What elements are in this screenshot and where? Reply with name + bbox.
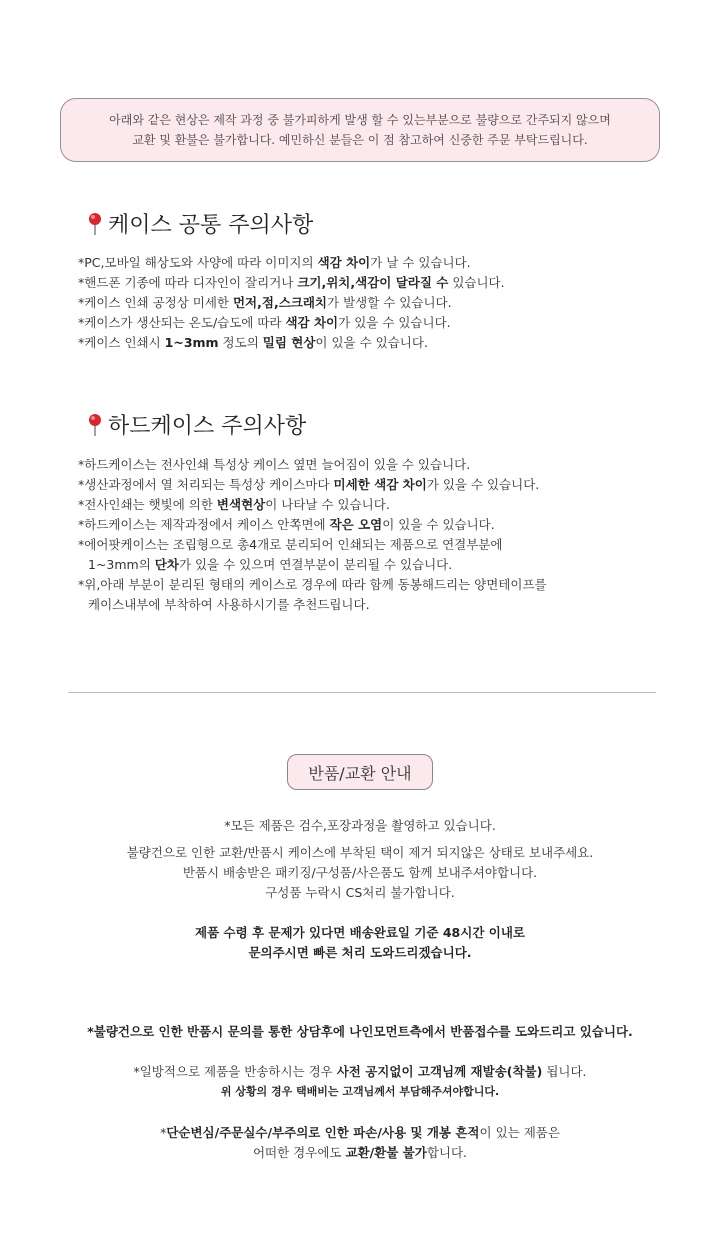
guide-line: *불량건으로 인한 반품시 문의를 통한 상담후에 나인모먼트측에서 반품접수를 도와드리고 있습니다.	[87, 1024, 633, 1039]
return-guide-block-1	[0, 816, 720, 836]
notice-line-1: 아래와 같은 현상은 제작 과정 중 불가피하게 발생 할 수 있는부분으로 불량으로 간주되지 않으며	[109, 113, 611, 127]
guide-line: 반품시 배송받은 패키징/구성품/사은품도 함께 보내주셔야합니다.	[182, 865, 538, 880]
common-caution-list	[78, 253, 505, 353]
list-item: *하드케이스는 제작과정에서 케이스 안쪽면에 작은 오염이 있을 수 있습니다.	[78, 517, 495, 532]
pushpin-icon	[86, 212, 104, 236]
list-item: *하드케이스는 전사인쇄 특성상 케이스 옆면 늘어짐이 있을 수 있습니다.	[78, 457, 471, 472]
hard-caution-list	[78, 455, 547, 615]
section-divider	[68, 692, 656, 693]
common-title-text: 케이스 공통 주의사항	[108, 213, 314, 238]
guide-line: 위 상황의 경우 택배비는 고객님께서 부담해주셔야합니다.	[220, 1085, 500, 1098]
list-item: *PC,모바일 해상도와 사양에 따라 이미지의 색감 차이가 날 수 있습니다.	[78, 255, 471, 270]
list-item: *케이스가 생산되는 온도/습도에 따라 색감 차이가 있을 수 있습니다.	[78, 315, 451, 330]
return-guide-title: 반품/교환 안내	[308, 763, 412, 783]
return-guide-block-4	[0, 1022, 720, 1042]
list-item: *에어팟케이스는 조립형으로 총4개로 분리되어 인쇄되는 제품으로 연결부분에	[78, 537, 503, 552]
common-section-title	[86, 208, 313, 239]
return-guide-block-2	[0, 843, 720, 903]
return-guide-block-3	[0, 923, 720, 963]
list-item: 케이스내부에 부착하여 사용하시기를 추천드립니다.	[88, 597, 370, 612]
guide-line: 제품 수령 후 문제가 있다면 배송완료일 기준 48시간 이내로	[195, 925, 525, 940]
hard-section-title	[86, 409, 306, 440]
guide-line: *모든 제품은 검수,포장과정을 촬영하고 있습니다.	[224, 818, 496, 833]
hard-title-text: 하드케이스 주의사항	[108, 414, 307, 439]
list-item: 1~3mm의 단차가 있을 수 있으며 연결부분이 분리될 수 있습니다.	[88, 557, 453, 572]
guide-line: *일방적으로 제품을 반송하시는 경우 사전 공지없이 고객님께 재발송(착불) 됩니다.	[133, 1064, 587, 1079]
pushpin-icon	[86, 413, 104, 437]
list-item: *전사인쇄는 햇빛에 의한 변색현상이 나타날 수 있습니다.	[78, 497, 390, 512]
list-item: *핸드폰 기종에 따라 디자인이 잘리거나 크기,위치,색감이 달라질 수 있습니다.	[78, 275, 505, 290]
guide-line: 불량건으로 인한 교환/반품시 케이스에 부착된 택이 제거 되지않은 상태로 보내주세요.	[126, 845, 594, 860]
guide-line: 어떠한 경우에도 교환/환불 불가합니다.	[252, 1145, 468, 1160]
list-item: *케이스 인쇄 공정상 미세한 먼저,점,스크래치가 발생할 수 있습니다.	[78, 295, 452, 310]
guide-line: 구성품 누락시 CS처리 불가합니다.	[265, 885, 455, 900]
return-guide-block-6	[0, 1123, 720, 1163]
guide-line: 문의주시면 빠른 처리 도와드리겠습니다.	[248, 945, 472, 960]
notice-line-2: 교환 및 환불은 불가합니다. 예민하신 분들은 이 점 참고하여 신중한 주문 부탁드립니다.	[132, 133, 588, 147]
list-item: *위,아래 부분이 분리된 형태의 케이스로 경우에 따라 함께 동봉해드리는 양면테이프를	[78, 577, 547, 592]
notice-box	[60, 98, 660, 162]
list-item: *생산과정에서 열 처리되는 특성상 케이스마다 미세한 색감 차이가 있을 수 있습니다.	[78, 477, 540, 492]
list-item: *케이스 인쇄시 1~3mm 정도의 밀림 현상이 있을 수 있습니다.	[78, 335, 428, 350]
return-guide-badge	[287, 754, 433, 790]
guide-line: *단순변심/주문실수/부주의로 인한 파손/사용 및 개봉 흔적이 있는 제품은	[160, 1125, 560, 1140]
return-guide-block-5	[0, 1062, 720, 1102]
